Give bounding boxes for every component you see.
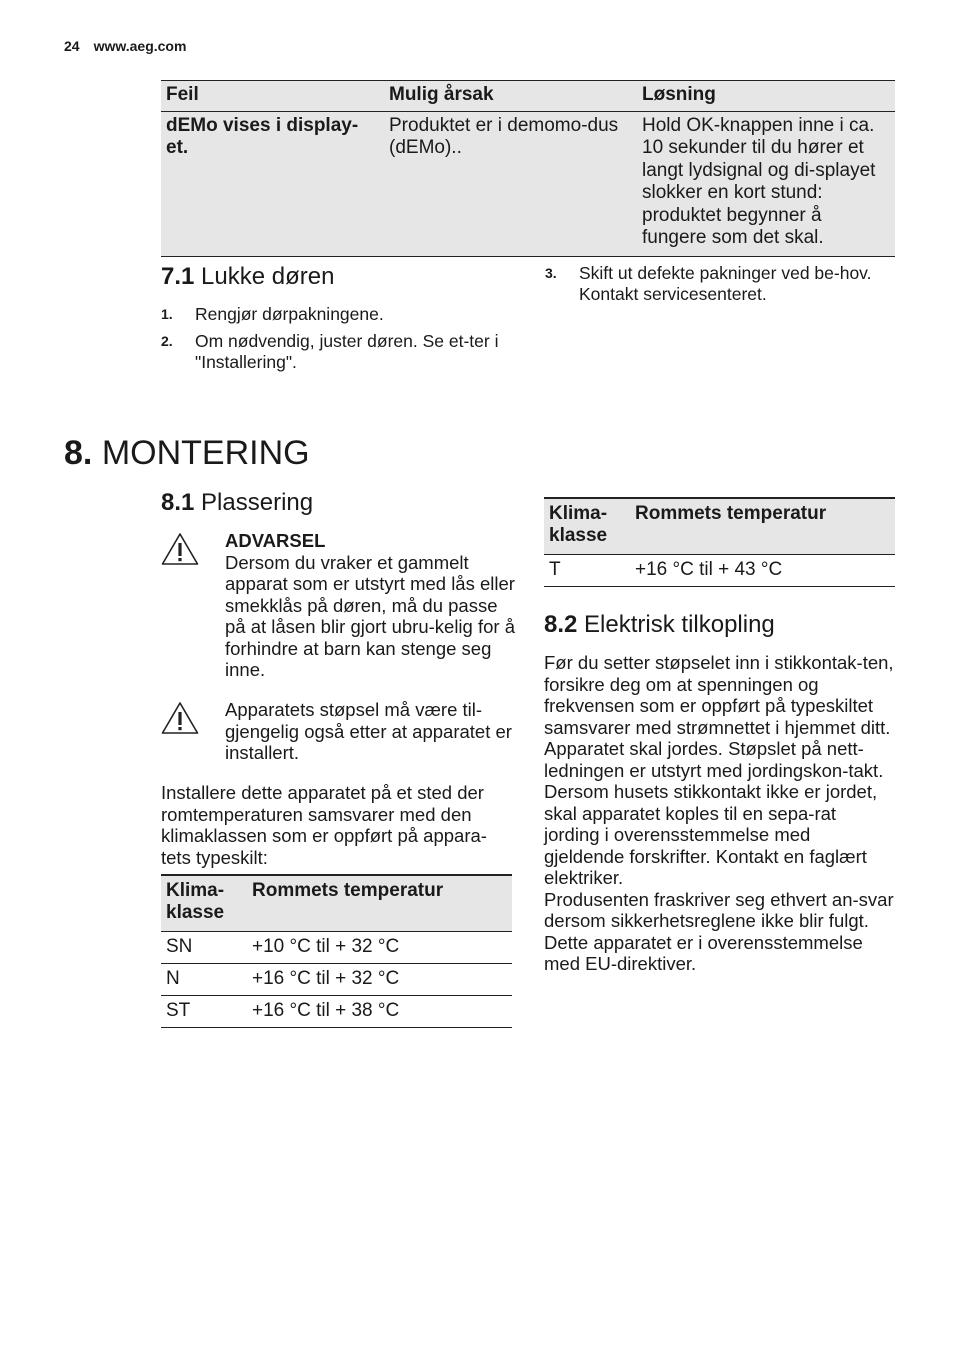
- col-header-klasse: Klima-klasse: [161, 875, 247, 932]
- section-number: 8.1: [161, 489, 195, 516]
- step-text: Om nødvendig, juster døren. Se et-ter i "Installering".: [195, 331, 499, 372]
- cell-temperatur: +10 °C til + 32 °C: [247, 932, 512, 964]
- section-7-1-heading: [161, 263, 334, 291]
- step-text: Skift ut defekte pakninger ved be-hov. Kontakt servicesenteret.: [579, 263, 872, 304]
- cell-feil: dEMo vises i display-et.: [161, 111, 384, 256]
- warning-icon: [161, 701, 199, 740]
- cell-temperatur: +16 °C til + 43 °C: [630, 555, 895, 587]
- table-row: [161, 111, 895, 256]
- install-intro: Installere dette apparatet på et sted der romtemperaturen samsvarer med den klimaklassen som er oppført på appara-tets typeskilt:: [161, 782, 487, 868]
- warning-icon: [161, 532, 199, 571]
- step-number: 3.: [545, 265, 557, 281]
- step-number: 2.: [161, 333, 173, 349]
- step-text: Rengjør dørpakningene.: [195, 304, 384, 324]
- list-item: [161, 304, 506, 325]
- cell-klasse: SN: [161, 932, 247, 964]
- table-row: [544, 555, 895, 587]
- fault-table-header: [161, 81, 895, 112]
- col-header-klasse: Klima-klasse: [544, 498, 630, 555]
- col-header-feil: Feil: [161, 81, 384, 112]
- col-header-temperatur: Rommets temperatur: [247, 875, 512, 932]
- paragraph: Dette apparatet er i overensstemmelse med EU-direktiver.: [544, 931, 863, 974]
- list-item: [545, 263, 880, 305]
- chapter-number: 8.: [64, 434, 93, 472]
- section-8-1-heading: [161, 489, 313, 517]
- steps-list-right: [545, 263, 880, 311]
- website-link[interactable]: www.aeg.com: [93, 38, 187, 54]
- climate-table: [161, 874, 512, 1028]
- page-number: 24: [64, 38, 80, 54]
- table-row: [161, 996, 512, 1028]
- paragraph: Før du setter støpselet inn i stikkontak-ten, forsikre deg om at spenningen og frekvensen som er oppført på typeskiltet samsvarer med strømnettet i hjemmet ditt.: [544, 652, 894, 738]
- paragraph: Apparatet skal jordes. Støpslet på nett-ledningen er utstyrt med jordingskon-takt. Dersom husets stikkontakt ikke er jordet, skal apparatet koples til en sepa-rat jording i overensstemmelse med gjeldende forskrifter. Kontakt en faglært elektriker.: [544, 738, 884, 888]
- page-header: [64, 38, 200, 54]
- cell-klasse: T: [544, 555, 630, 587]
- cell-klasse: ST: [161, 996, 247, 1028]
- section-title: Elektrisk tilkopling: [584, 611, 775, 638]
- warning-title: ADVARSEL: [225, 530, 326, 551]
- section-number: 8.2: [544, 611, 578, 638]
- section-title: Lukke døren: [201, 263, 335, 290]
- section-title: Plassering: [201, 489, 314, 516]
- table-row: [161, 964, 512, 996]
- warning-box: [161, 530, 516, 681]
- chapter-title: MONTERING: [101, 434, 310, 472]
- cell-aarsak: Produktet er i demomo-dus (dEMo)..: [384, 111, 637, 256]
- section-number: 7.1: [161, 263, 195, 290]
- warning-text: Dersom du vraker et gammelt apparat som er utstyrt med lås eller smekklås på døren, må du passe på at låsen blir gjort ubru-kelig for å forhindre at barn kan stenge seg inne.: [225, 551, 515, 680]
- climate-table-header: [544, 498, 895, 555]
- electrical-text: [544, 652, 894, 975]
- caution-box: [161, 699, 516, 764]
- caution-text: Apparatets støpsel må være til-gjengelig også etter at apparatet er installert.: [225, 699, 512, 763]
- section-8-2-heading: [544, 611, 775, 639]
- chapter-heading: [64, 433, 310, 473]
- col-header-losning: Løsning: [637, 81, 895, 112]
- list-item: [161, 331, 506, 373]
- climate-table-continued: [544, 497, 895, 587]
- table-row: [161, 932, 512, 964]
- steps-list-left: [161, 304, 506, 379]
- col-header-aarsak: Mulig årsak: [384, 81, 637, 112]
- step-number: 1.: [161, 306, 173, 322]
- cell-losning: Hold OK-knappen inne i ca. 10 sekunder til du hører et langt lydsignal og di-splayet slokker en kort stund: produktet begynner å fungere som det skal.: [637, 111, 895, 256]
- cell-klasse: N: [161, 964, 247, 996]
- climate-table-header: [161, 875, 512, 932]
- cell-temperatur: +16 °C til + 38 °C: [247, 996, 512, 1028]
- col-header-temperatur: Rommets temperatur: [630, 498, 895, 555]
- cell-temperatur: +16 °C til + 32 °C: [247, 964, 512, 996]
- paragraph: Produsenten fraskriver seg ethvert an-svar dersom sikkerhetsreglene ikke blir fulgt.: [544, 888, 894, 931]
- fault-table: [161, 80, 895, 257]
